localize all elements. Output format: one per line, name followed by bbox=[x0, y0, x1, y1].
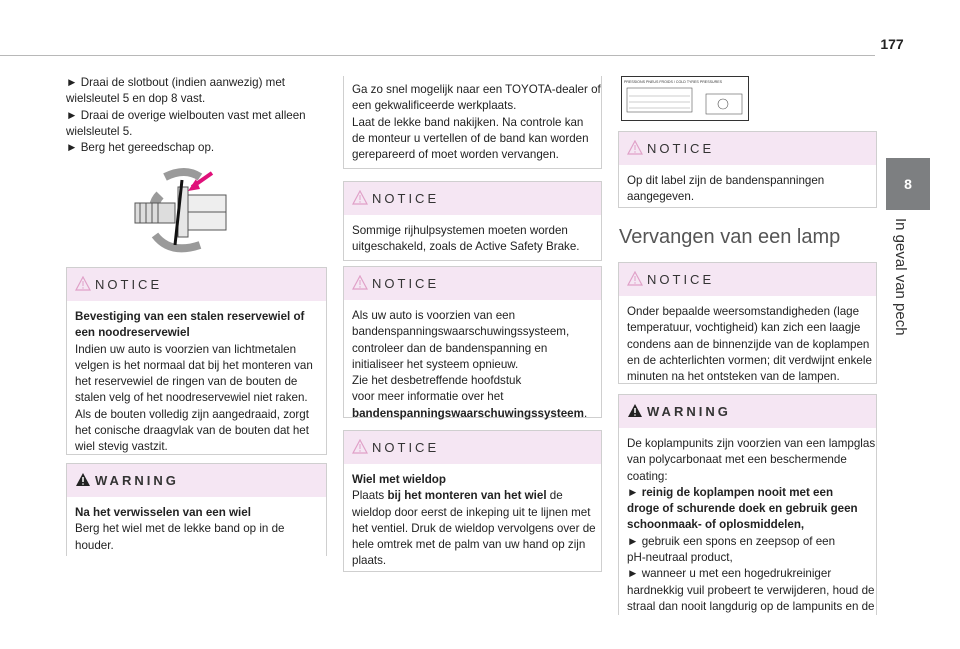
step-line: ► Berg het gereedschap op. bbox=[66, 141, 215, 155]
text-line: plaats. bbox=[352, 554, 387, 568]
notice-subtitle: Bevestiging van een stalen reservewiel of bbox=[75, 310, 305, 323]
notice-box-label bbox=[618, 131, 877, 208]
warning-body bbox=[619, 428, 876, 621]
notice-title: NOTICE bbox=[372, 191, 440, 206]
text-line: De koplampunits zijn voorzien van een lampglas bbox=[627, 437, 876, 450]
text-line: wiel stevig vastzit. bbox=[75, 440, 168, 454]
text-line: aangegeven. bbox=[627, 190, 695, 204]
text-line: Ga zo snel mogelijk naar een TOYOTA-dealer of bbox=[352, 83, 601, 96]
warning-triangle-icon bbox=[352, 275, 368, 290]
notice-body bbox=[619, 296, 876, 391]
text-line: Laat de lekke band nakijken. Na controle kan bbox=[352, 115, 584, 129]
notice-title: NOTICE bbox=[95, 277, 163, 292]
text-line: het ventiel. Druk de wieldop vervolgens over de bbox=[352, 521, 596, 535]
notice-body bbox=[344, 215, 601, 262]
text-line: ► wanneer u met een hogedrukreiniger bbox=[627, 567, 832, 581]
text-line: het conische draagvlak van de bouten dat het bbox=[75, 424, 309, 438]
text-fragment: Plaats bbox=[352, 489, 388, 503]
warning-box-wheel-storage bbox=[66, 463, 327, 556]
notice-title: NOTICE bbox=[647, 141, 715, 156]
warning-box-headlamps bbox=[618, 394, 877, 615]
page-number: 177 bbox=[880, 36, 904, 52]
column-1 bbox=[66, 75, 326, 156]
section-title: Vervangen van een lamp bbox=[619, 226, 841, 248]
intro-steps bbox=[66, 75, 326, 156]
notice-box-hubcap bbox=[343, 430, 602, 572]
chapter-title: In geval van pech bbox=[892, 218, 909, 336]
text-line bbox=[352, 406, 593, 422]
text-line-bold: ► reinig de koplampen nooit met een bbox=[627, 485, 834, 499]
warning-triangle-icon bbox=[75, 276, 91, 291]
warning-header bbox=[67, 464, 326, 497]
text-line: minuten na het ontsteken van de lampen. bbox=[627, 370, 840, 384]
text-line: en de achterlichten vormen; dit verdwijnt enkele bbox=[627, 353, 872, 367]
text-line: uitgeschakeld, zoals de Active Safety Brake. bbox=[352, 240, 580, 254]
notice-header bbox=[344, 267, 601, 300]
text-line: Als uw auto is voorzien van een bbox=[352, 309, 516, 322]
warning-triangle-icon bbox=[627, 271, 643, 286]
notice-subtitle: Wiel met wieldop bbox=[352, 473, 446, 486]
step-line: wielsleutel 5 en dop 8 vast. bbox=[66, 92, 206, 106]
notice-header bbox=[67, 268, 326, 301]
dealer-info-box bbox=[343, 76, 602, 169]
text-line: stalen velg of het noodreservewiel niet raken. bbox=[75, 391, 308, 405]
top-rule bbox=[0, 55, 875, 56]
text-line-bold: schoonmaak- of oplosmiddelen, bbox=[627, 518, 805, 532]
warning-triangle-icon bbox=[352, 190, 368, 205]
notice-body bbox=[344, 464, 601, 576]
notice-box-spare-wheel bbox=[66, 267, 327, 455]
text-line: Zie het desbetreffende hoofdstuk bbox=[352, 374, 522, 388]
text-line: pH-neutraal product, bbox=[627, 551, 733, 565]
text-line: straal dan nooit langdurig op de lampunits en de bbox=[627, 599, 875, 613]
notice-header bbox=[344, 182, 601, 215]
text-line: het reservewiel de ringen van de bouten de bbox=[75, 375, 298, 389]
warning-triangle-icon bbox=[627, 403, 643, 418]
text-line: temperatuur, vochtigheid) kan zich een laagje bbox=[627, 321, 861, 335]
text-line bbox=[352, 488, 593, 504]
warning-subtitle: Na het verwisselen van een wiel bbox=[75, 506, 251, 519]
notice-box-condensation bbox=[618, 262, 877, 384]
wheel-bolt-illustration bbox=[130, 165, 245, 255]
notice-body bbox=[67, 301, 326, 462]
text-line: Als de bouten volledig zijn aangedraaid, zorgt bbox=[75, 407, 309, 421]
text-line: Indien uw auto is voorzien van lichtmetalen bbox=[75, 342, 297, 356]
text-line: hardnekkig vuil probeert te verwijderen, houd de bbox=[627, 583, 875, 597]
text-fragment-bold: bij het monteren van het wiel bbox=[387, 489, 547, 503]
text-line: velgen is het normaal dat bij het monteren van bbox=[75, 358, 313, 372]
text-line: wieldop door eerst de inkeping uit te lijnen met bbox=[352, 505, 591, 519]
notice-box-tyre-pressure bbox=[343, 266, 602, 418]
notice-header bbox=[619, 132, 876, 165]
text-line: condens aan de binnenzijde van de koplampen bbox=[627, 337, 870, 351]
text-line-bold: droge of schurende doek en gebruik geen bbox=[627, 502, 858, 516]
step-line: ► Draai de overige wielbouten vast met alleen bbox=[66, 108, 306, 122]
system-name: bandenspanningswaarschuwingssysteem bbox=[352, 406, 584, 420]
text-line: houder. bbox=[75, 538, 114, 552]
text-line: bandenspanningswaarschuwingssysteem, bbox=[352, 325, 570, 339]
text-line: voor meer informatie over het bbox=[352, 390, 504, 404]
notice-title: NOTICE bbox=[647, 272, 715, 287]
notice-title: NOTICE bbox=[372, 440, 440, 455]
dealer-info-body bbox=[344, 76, 601, 169]
notice-header bbox=[344, 431, 601, 464]
step-line: ► Draai de slotbout (indien aanwezig) met bbox=[66, 76, 285, 89]
label-heading: PRESSIONS PNEUS FROIDS / COLD TYRES PRESSURES bbox=[624, 80, 722, 84]
text-line: van polycarbonaat met een beschermende bbox=[627, 453, 847, 467]
notice-header bbox=[619, 263, 876, 296]
notice-box-driving-aids bbox=[343, 181, 602, 261]
text-line: Sommige rijhulpsystemen moeten worden bbox=[352, 224, 568, 237]
text-line: Op dit label zijn de bandenspanningen bbox=[627, 174, 825, 187]
text-line: gerepareerd of moet worden vervangen. bbox=[352, 148, 559, 162]
text-line: initialiseer het systeem opnieuw. bbox=[352, 357, 519, 371]
text-line: controleer dan de bandenspanning en bbox=[352, 341, 548, 355]
warning-body bbox=[67, 497, 326, 560]
warning-triangle-icon bbox=[352, 439, 368, 454]
text-line: Berg het wiel met de lekke band op in de bbox=[75, 522, 285, 536]
warning-header bbox=[619, 395, 876, 428]
tyre-pressure-label-image bbox=[621, 76, 749, 121]
notice-body bbox=[344, 300, 601, 428]
warning-triangle-icon bbox=[627, 140, 643, 155]
text-line: ► gebruik een spons en zeepsop of een bbox=[627, 534, 836, 548]
period: . bbox=[583, 406, 588, 420]
warning-title: WARNING bbox=[647, 404, 731, 419]
text-fragment: de bbox=[546, 489, 563, 503]
step-line: wielsleutel 5. bbox=[66, 124, 133, 138]
text-line: de monteur u vertellen of de band kan worden bbox=[352, 131, 589, 145]
text-line: een gekwalificeerde werkplaats. bbox=[352, 99, 517, 113]
text-line: hele omtrek met de palm van uw hand op zijn bbox=[352, 538, 586, 552]
notice-title: NOTICE bbox=[372, 276, 440, 291]
chapter-tab: 8 bbox=[886, 158, 930, 210]
warning-title: WARNING bbox=[95, 473, 179, 488]
text-line: coating: bbox=[627, 469, 668, 483]
warning-triangle-icon bbox=[75, 472, 91, 487]
text-line: Onder bepaalde weersomstandigheden (lage bbox=[627, 305, 860, 318]
notice-subtitle: een noodreservewiel bbox=[75, 326, 190, 340]
notice-body bbox=[619, 165, 876, 212]
